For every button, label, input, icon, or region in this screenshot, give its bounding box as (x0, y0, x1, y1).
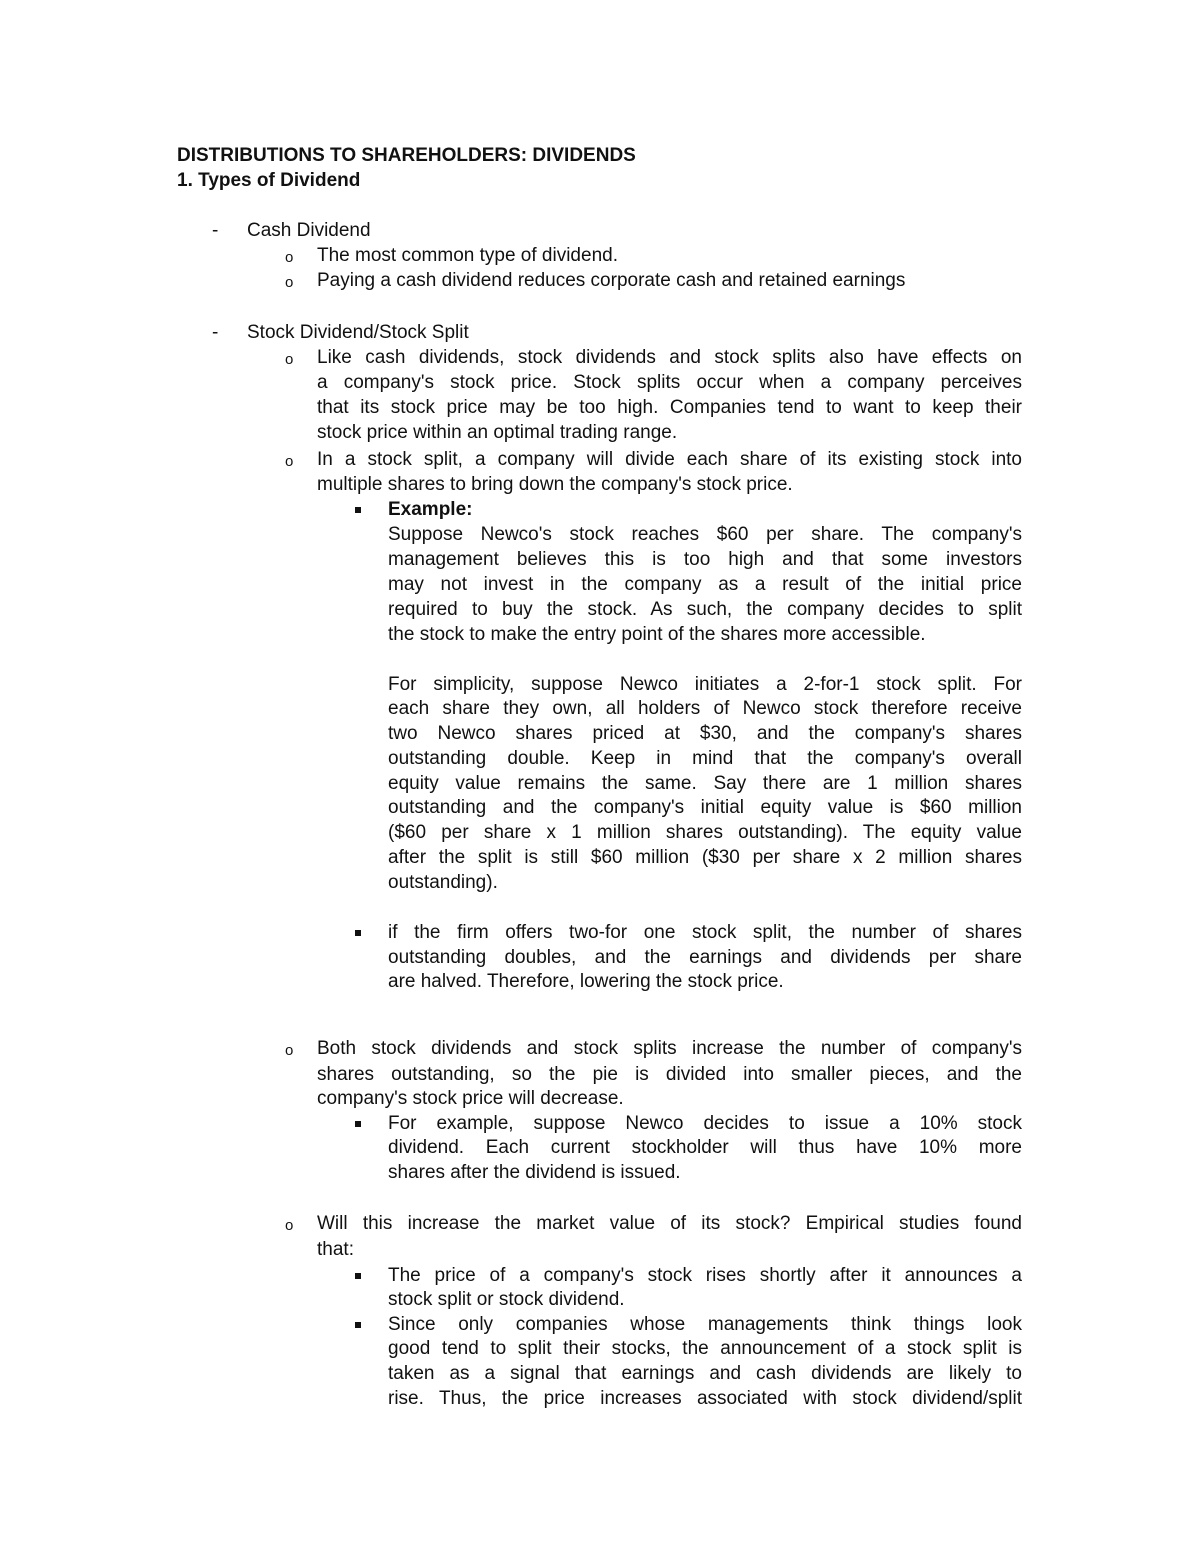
para-line: Will this increase the market value of its stock? Empirical studies found (317, 1213, 1022, 1234)
para-line: required to buy the stock. As such, the company decides to split (388, 599, 1022, 620)
para-line: that: (317, 1239, 354, 1260)
para-line: management believes this is too high and that some investors (388, 549, 1022, 570)
para-line: shares outstanding, so the pie is divided into smaller pieces, and the (317, 1064, 1022, 1085)
para-line: outstanding doubles, and the earnings and dividends per share (388, 947, 1022, 968)
square-bullet-icon (355, 507, 361, 513)
para-line: outstanding). (388, 872, 498, 893)
square-bullet-icon (355, 1322, 361, 1328)
para-line: good tend to split their stocks, the announcement of a stock split is (388, 1338, 1022, 1359)
para-line: a company's stock price. Stock splits occur when a company perceives (317, 372, 1022, 393)
dash-bullet: - (212, 220, 219, 241)
circle-bullet: o (285, 453, 294, 470)
para-line: outstanding and the company's initial equity value is $60 million (388, 797, 1022, 818)
para-line: two Newco shares priced at $30, and the company's shares (388, 723, 1022, 744)
para-line: Like cash dividends, stock dividends and stock splits also have effects on (317, 347, 1022, 368)
circle-bullet: o (285, 351, 294, 368)
circle-bullet: o (285, 249, 294, 266)
para-line: if the firm offers two-for one stock split, the number of shares (388, 922, 1022, 943)
para-line: Suppose Newco's stock reaches $60 per share. The company's (388, 524, 1022, 545)
para-line: taken as a signal that earnings and cash dividends are likely to (388, 1363, 1022, 1384)
para-line: after the split is still $60 million ($30 per share x 2 million shares (388, 847, 1022, 868)
para-line: dividend. Each current stockholder will thus have 10% more (388, 1137, 1022, 1158)
para-line: Since only companies whose managements think things look (388, 1314, 1022, 1335)
cash-point-1: The most common type of dividend. (317, 245, 618, 266)
dash-bullet: - (212, 322, 219, 343)
circle-bullet: o (285, 1042, 294, 1059)
para-line: multiple shares to bring down the company's stock price. (317, 474, 793, 495)
para-line: Both stock dividends and stock splits increase the number of company's (317, 1038, 1022, 1059)
square-bullet-icon (355, 1273, 361, 1279)
para-line: In a stock split, a company will divide each share of its existing stock into (317, 449, 1022, 470)
para-line: that its stock price may be too high. Companies tend to want to keep their (317, 397, 1022, 418)
square-bullet-icon (355, 1121, 361, 1127)
para-line: For simplicity, suppose Newco initiates a 2-for-1 stock split. For (388, 674, 1022, 695)
para-line: may not invest in the company as a result of the initial price (388, 574, 1022, 595)
square-bullet-icon (355, 930, 361, 936)
para-line: outstanding double. Keep in mind that the company's overall (388, 748, 1022, 769)
para-line: The price of a company's stock rises shortly after it announces a (388, 1265, 1022, 1286)
example-heading: Example: (388, 499, 473, 520)
cash-dividend-label: Cash Dividend (247, 220, 371, 241)
para-line: shares after the dividend is issued. (388, 1162, 681, 1183)
para-line: are halved. Therefore, lowering the stock price. (388, 971, 784, 992)
para-line: company's stock price will decrease. (317, 1088, 624, 1109)
circle-bullet: o (285, 1217, 294, 1234)
para-line: stock split or stock dividend. (388, 1289, 625, 1310)
circle-bullet: o (285, 274, 294, 291)
cash-point-2: Paying a cash dividend reduces corporate cash and retained earnings (317, 270, 906, 291)
para-line: equity value remains the same. Say there are 1 million shares (388, 773, 1022, 794)
stock-split-label: Stock Dividend/Stock Split (247, 322, 469, 343)
para-line: each share they own, all holders of Newco stock therefore receive (388, 698, 1022, 719)
section-heading: 1. Types of Dividend (177, 170, 361, 191)
para-line: the stock to make the entry point of the shares more accessible. (388, 624, 926, 645)
para-line: stock price within an optimal trading range. (317, 422, 678, 443)
para-line: ($60 per share x 1 million shares outstanding). The equity value (388, 822, 1022, 843)
page-title: DISTRIBUTIONS TO SHAREHOLDERS: DIVIDENDS (177, 145, 636, 166)
para-line: For example, suppose Newco decides to issue a 10% stock (388, 1113, 1022, 1134)
para-line: rise. Thus, the price increases associated with stock dividend/split (388, 1388, 1022, 1409)
